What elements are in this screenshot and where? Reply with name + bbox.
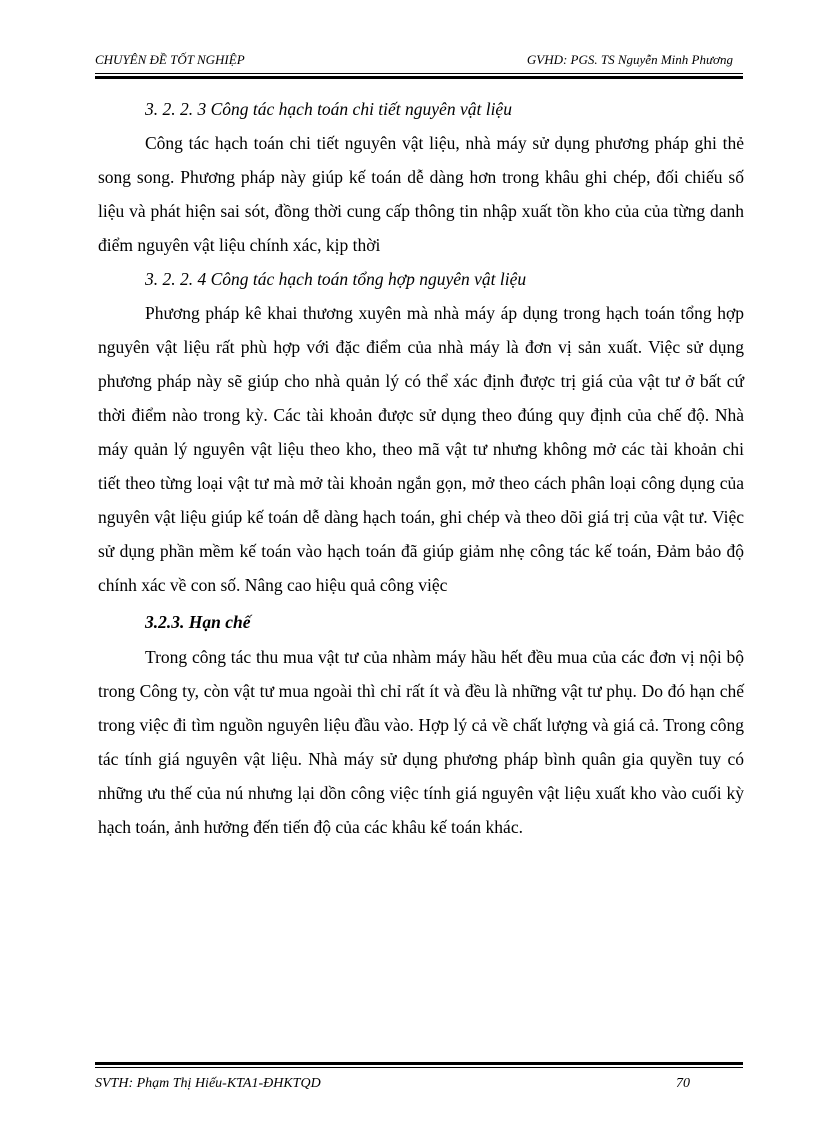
footer-rule-thin <box>95 1067 743 1068</box>
paragraph-general-accounting: Phương pháp kê khai thương xuyên mà nhà máy áp dụng trong hạch toán tổng hợp nguyên vật liệu rất phù hợp với đặc điểm của nhà máy là đơn vị sản xuất. Việc sử dụng phương pháp này sẽ giúp cho nhà quản lý có thể xác định được trị giá của vật tư ở bất cứ thời điểm nào trong kỳ. Các tài khoản được sử dụng theo đúng quy định của chế độ. Nhà máy quản lý nguyên vật liệu theo kho, theo mã vật tư nhưng không mở các tài khoản chi tiết theo từng loại vật tư mà mở tài khoản ngắn gọn, mở theo cách phân loại công dụng của nguyên vật liệu giúp kế toán dễ dàng hạch toán, ghi chép và theo dõi giá trị của vật tư. Việc sử dụng phần mềm kế toán vào hạch toán đã giúp giảm nhẹ công tác kế toán, Đảm bảo độ chính xác về con số. Nâng cao hiệu quả công việc <box>98 303 744 595</box>
paragraph-detail-accounting: Công tác hạch toán chi tiết nguyên vật liệu, nhà máy sử dụng phương pháp ghi thẻ song song. Phương pháp này giúp kế toán dễ dàng hơn trong khâu ghi chép, đối chiếu số liệu và phát hiện sai sót, đồng thời cung cấp thông tin nhập xuất tồn kho của của từng danh điểm nguyên vật liệu chính xác, kịp thời <box>98 133 744 255</box>
header-left-text: CHUYÊN ĐỀ TỐT NGHIỆP <box>95 52 245 67</box>
page-header <box>95 50 738 72</box>
paragraph-limitations: Trong công tác thu mua vật tư của nhàm máy hầu hết đều mua của các đơn vị nội bộ trong Công ty, còn vật tư mua ngoài thì chỉ rất ít và đều là những vật tư phụ. Do đó hạn chế trong việc đi tìm nguồn nguyên liệu đầu vào. Hợp lý cả về chất lượng và giá cả. Trong công tác tính giá nguyên vật liệu. Nhà máy sử dụng phương pháp bình quân gia quyền tuy có những ưu thế của nú nhưng lại dồn công việc tính giá nguyên vật liệu xuất kho vào cuối kỳ hạch toán, ảnh hưởng đến tiến độ của các khâu kế toán khác. <box>98 647 744 837</box>
page-number: 70 <box>676 1076 690 1091</box>
subheading-3-2-2-3: 3. 2. 2. 3 Công tác hạch toán chi tiết nguyên vật liệu <box>145 99 512 119</box>
page-body <box>98 92 744 844</box>
footer-author: SVTH: Phạm Thị Hiếu-KTA1-ĐHKTQD <box>95 1076 321 1091</box>
subheading-3-2-2-4: 3. 2. 2. 4 Công tác hạch toán tổng hợp nguyên vật liệu <box>145 269 527 289</box>
header-right-text: GVHD: PGS. TS Nguyễn Minh Phương <box>526 52 733 67</box>
footer-rule-thick <box>95 1062 743 1065</box>
page-footer <box>95 1076 743 1098</box>
header-rule-thin <box>95 73 743 74</box>
section-title-limitations: 3.2.3. Hạn chế <box>145 612 251 632</box>
header-rule-thick <box>95 76 743 79</box>
